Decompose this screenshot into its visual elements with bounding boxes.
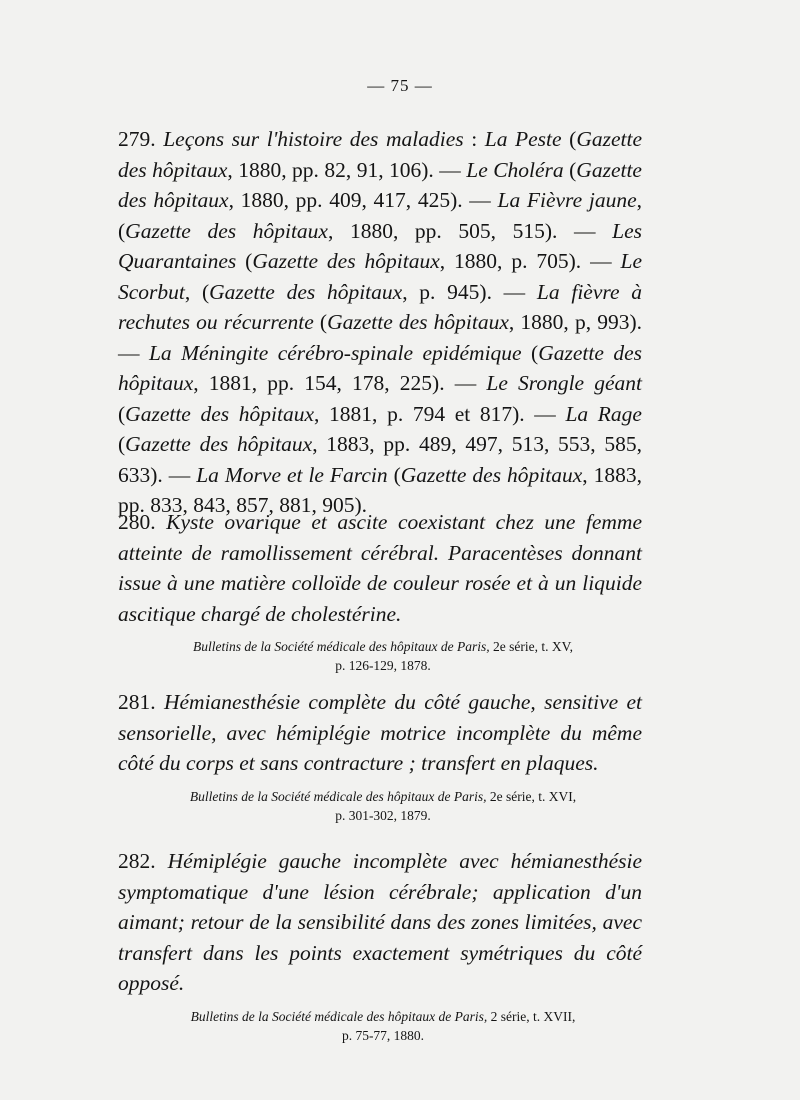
- page-number: — 75 —: [367, 76, 433, 95]
- entry-italic-segment: Le Choléra: [466, 157, 564, 182]
- entry-280-text: [118, 507, 642, 629]
- entry-roman-segment: , p. 945). —: [402, 279, 537, 304]
- entry-number: 279.: [118, 127, 156, 151]
- entry-italic-segment: La Peste: [484, 127, 562, 151]
- entry-roman-segment: , 1880, pp. 409, 417, 425). —: [228, 188, 498, 212]
- entry-italic-segment: Gazette des hôpitaux: [327, 310, 509, 334]
- entry-italic-segment: Gazette des hôpitaux: [118, 340, 642, 395]
- entry-italic-segment: Les Quarantaines: [118, 218, 642, 273]
- entry-reference: [118, 637, 642, 675]
- entry-roman-segment: , 1881, pp. 154, 178, 225). —: [193, 371, 487, 395]
- entry-roman-segment: , 1883, pp. 833, 843, 857, 881, 905).: [118, 462, 642, 517]
- entry-italic-segment: Gazette des hôpitaux: [118, 127, 642, 182]
- reference-detail: 2e série, t. XVI,: [489, 788, 577, 804]
- entry-italic-segment: La Méningite cérébro-spinale epidémique: [148, 340, 522, 365]
- entry-italic-segment: Gazette des hôpitaux: [209, 279, 403, 304]
- entry-roman-segment: , 1880, pp. 82, 91, 106). —: [227, 157, 467, 182]
- bibliography-entry-280: [118, 507, 642, 675]
- entry-roman-segment: , 1880, p, 993). —: [118, 310, 642, 365]
- entry-roman-segment: (: [387, 462, 401, 487]
- entry-282-text: [118, 846, 642, 999]
- entry-italic-segment: Le Srongle géant: [486, 371, 642, 395]
- entry-reference: [118, 1007, 642, 1045]
- reference-journal: Bulletins de la Société médicale des hôpitaux de Paris,: [193, 639, 490, 654]
- entry-italic-segment: La Rage: [565, 401, 642, 426]
- entry-reference: [118, 787, 642, 825]
- reference-detail: 2 série, t. XVII,: [490, 1008, 576, 1024]
- entry-roman-segment: (: [236, 249, 253, 273]
- entry-roman-segment: , (: [118, 188, 642, 243]
- entry-roman-segment: (: [313, 310, 328, 334]
- entry-roman-segment: , 1880, p. 705). —: [439, 249, 621, 273]
- reference-journal: Bulletins de la Société médicale des hôpitaux de Paris,: [190, 1008, 488, 1024]
- entry-roman-segment: (: [118, 401, 126, 426]
- entry-roman-segment: (: [563, 157, 577, 182]
- reference-pages: p. 75-77, 1880.: [341, 1027, 425, 1043]
- entry-italic-segment: Gazette des hôpitaux: [125, 401, 315, 426]
- entry-italic-segment: La fièvre à rechutes ou récurrente: [118, 279, 642, 334]
- entry-roman-segment: , (: [184, 279, 210, 304]
- bibliography-entry-281: [118, 687, 642, 825]
- entry-italic-segment: Le Scorbut: [118, 249, 642, 304]
- entry-italic-segment: Gazette des hôpitaux: [252, 249, 440, 273]
- entry-italic-segment: Gazette des hôpitaux: [400, 462, 583, 487]
- entry-italic-segment: Gazette des hôpitaux: [125, 218, 328, 243]
- entry-italic-segment: La Morve et le Farcin: [196, 462, 388, 487]
- entry-number: 280.: [118, 510, 156, 534]
- bibliography-entry-279: [118, 124, 642, 521]
- entry-italic-segment: Gazette des hôpitaux: [118, 157, 642, 212]
- bibliography-entry-282: [118, 846, 642, 1045]
- entry-italic-segment: Leçons sur l'histoire des maladies: [163, 127, 464, 151]
- entry-roman-segment: , 1881, p. 794 et 817). —: [314, 401, 566, 426]
- entry-279-text: [118, 124, 642, 521]
- reference-journal: Bulletins de la Société médicale des hôpitaux de Paris,: [189, 788, 487, 804]
- entry-number: 281.: [118, 690, 156, 714]
- entry-279-segments: [118, 127, 642, 517]
- reference-pages: p. 126-129, 1878.: [335, 658, 431, 673]
- entry-italic-segment: Gazette des hôpitaux: [125, 432, 313, 456]
- entry-title: Hémianesthésie complète du côté gauche, sensitive et sensorielle, avec hémiplégie motrice incomplète du même côté du corps et sans contracture ; transfert en plaques.: [118, 690, 642, 775]
- entry-title: Hémiplégie gauche incomplète avec hémianesthésie symptomatique d'une lésion cérébrale; application d'un aimant; retour de la sensibilité dans des zones limitées, avec transfert dans les points exactement symétriques du côté opposé.: [118, 849, 642, 995]
- entry-roman-segment: :: [463, 127, 485, 151]
- reference-detail: 2e série, t. XV,: [492, 639, 573, 654]
- entry-roman-segment: , 1883, pp. 489, 497, 513, 553, 585, 633). —: [118, 432, 643, 487]
- entry-roman-segment: (: [118, 432, 126, 456]
- entry-italic-segment: La Fièvre jaune: [497, 188, 637, 212]
- entry-281-text: [118, 687, 642, 779]
- entry-roman-segment: , 1880, pp. 505, 515). —: [327, 218, 613, 243]
- reference-pages: p. 301-302, 1879.: [335, 807, 431, 823]
- entry-roman-segment: (: [561, 127, 577, 151]
- entry-title: Kyste ovarique et ascite coexistant chez une femme atteinte de ramollissement cérébral. Paracentèses donnant issue à une matière colloïde de couleur rosée et à un liquide ascitique chargé de cholestérine.: [118, 510, 642, 626]
- entry-roman-segment: (: [521, 340, 539, 365]
- entry-number: 282.: [118, 849, 156, 873]
